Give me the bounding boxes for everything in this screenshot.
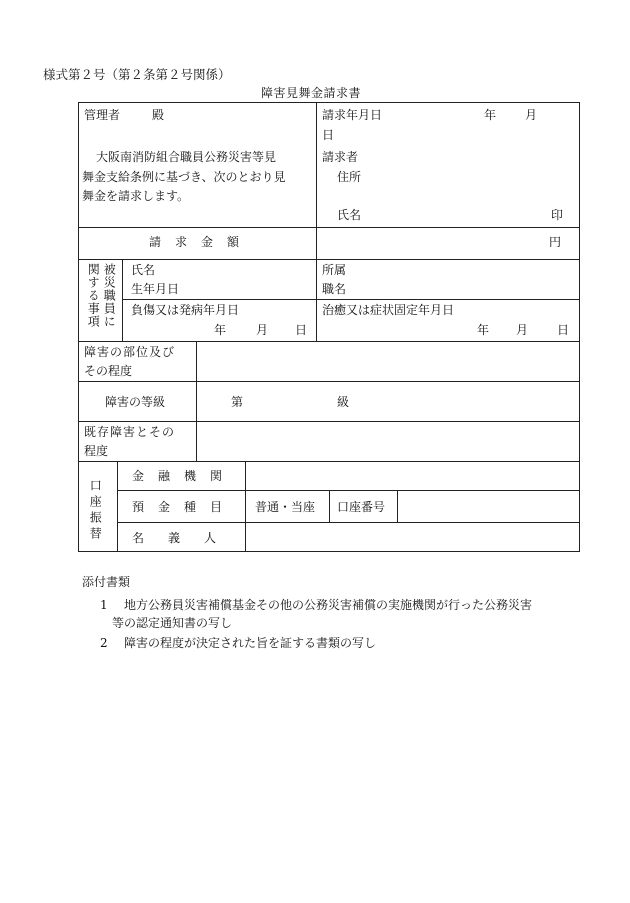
victim-birth-label: 生年月日 xyxy=(131,282,180,296)
attachment-item1-line2: 等の認定通知書の写し xyxy=(112,616,233,630)
form-number: 様式第２号（第２条第２号関係） xyxy=(43,67,231,82)
injury-date-label: 負傷又は発病年月日 xyxy=(131,303,240,317)
requester-name-label: 氏名 xyxy=(337,208,362,222)
addressee-label: 管理者 xyxy=(84,108,121,122)
statement-line-2: 舞金支給条例に基づき、次のとおり見 xyxy=(82,170,286,184)
col-divider-bank-field xyxy=(245,461,246,551)
disability-site-label-2: その程度 xyxy=(84,364,133,378)
statement-line-3: 舞金を請求します。 xyxy=(82,189,190,203)
attachment-item2-text: 障害の程度が決定された旨を証する書類の写し xyxy=(124,636,377,650)
victim-title-label: 職名 xyxy=(322,282,347,296)
account-holder-label: 名 義 人 xyxy=(132,531,217,545)
request-date-month: 月 xyxy=(525,108,538,122)
attachments-heading: 添付書類 xyxy=(82,575,131,589)
col-divider-main xyxy=(316,103,317,341)
col-divider-bank-label xyxy=(117,461,118,551)
deposit-type-options: 普通・当座 xyxy=(255,500,316,514)
form-table xyxy=(78,102,580,552)
victim-dept-label: 所属 xyxy=(322,263,347,277)
disability-site-label-1: 障害の部位及び xyxy=(84,345,176,359)
requester-label: 請求者 xyxy=(322,150,359,164)
row-divider-amount-top xyxy=(79,227,579,228)
account-number-label: 口座番号 xyxy=(337,500,386,514)
col-divider-disability-label xyxy=(196,341,197,461)
victim-vertical-label-1: 被災職員に xyxy=(102,263,117,328)
amount-unit: 円 xyxy=(549,235,562,249)
victim-name-label: 氏名 xyxy=(131,263,156,277)
row-divider-holder-top xyxy=(117,522,579,523)
request-date-day: 日 xyxy=(322,128,335,142)
row-divider-existing-top xyxy=(79,421,579,422)
disability-grade-suffix: 級 xyxy=(337,395,350,409)
cure-date-month: 月 xyxy=(516,323,529,337)
injury-date-year: 年 xyxy=(214,323,227,337)
col-divider-victim-label xyxy=(122,259,123,341)
statement-line-1: 大阪南消防組合職員公務災害等見 xyxy=(96,150,277,164)
disability-grade-label: 障害の等級 xyxy=(105,395,166,409)
injury-date-month: 月 xyxy=(256,323,269,337)
col-divider-deposit-type xyxy=(329,490,330,522)
seal-mark: 印 xyxy=(551,208,564,222)
existing-disability-label-2: 程度 xyxy=(84,444,109,458)
existing-disability-label-1: 既存障害とその xyxy=(84,425,176,439)
requester-address-label: 住所 xyxy=(337,170,362,184)
row-divider-site-top xyxy=(79,341,579,342)
bank-transfer-vertical-label: 口座振替 xyxy=(88,479,103,543)
honorific-label: 殿 xyxy=(152,108,165,122)
disability-grade-prefix: 第 xyxy=(231,395,244,409)
amount-label: 請 求 金 額 xyxy=(149,235,241,249)
attachment-item1-line1: 地方公務員災害補償基金その他の公務災害補償の実施機関が行った公務災害 xyxy=(124,598,533,612)
row-divider-bank-top xyxy=(79,461,579,462)
victim-vertical-label-2: 関する事項 xyxy=(86,263,101,328)
cure-date-label: 治癒又は症状固定年月日 xyxy=(322,303,455,317)
row-divider-grade-top xyxy=(79,381,579,382)
col-divider-account-number xyxy=(397,490,398,522)
attachment-item2-number: 2 xyxy=(100,636,108,650)
row-divider-deposit-top xyxy=(117,490,579,491)
bank-institution-label: 金 融 機 関 xyxy=(132,469,224,483)
attachment-item1-number: 1 xyxy=(100,598,108,612)
cure-date-year: 年 xyxy=(477,323,490,337)
row-divider-victim-top xyxy=(79,259,579,260)
request-date-year: 年 xyxy=(484,108,497,122)
row-divider-injury-top xyxy=(122,299,579,300)
cure-date-day: 日 xyxy=(557,323,570,337)
request-date-label: 請求年月日 xyxy=(322,108,383,122)
deposit-type-label: 預 金 種 目 xyxy=(132,500,224,514)
form-title: 障害見舞金請求書 xyxy=(261,86,362,100)
injury-date-day: 日 xyxy=(295,323,308,337)
